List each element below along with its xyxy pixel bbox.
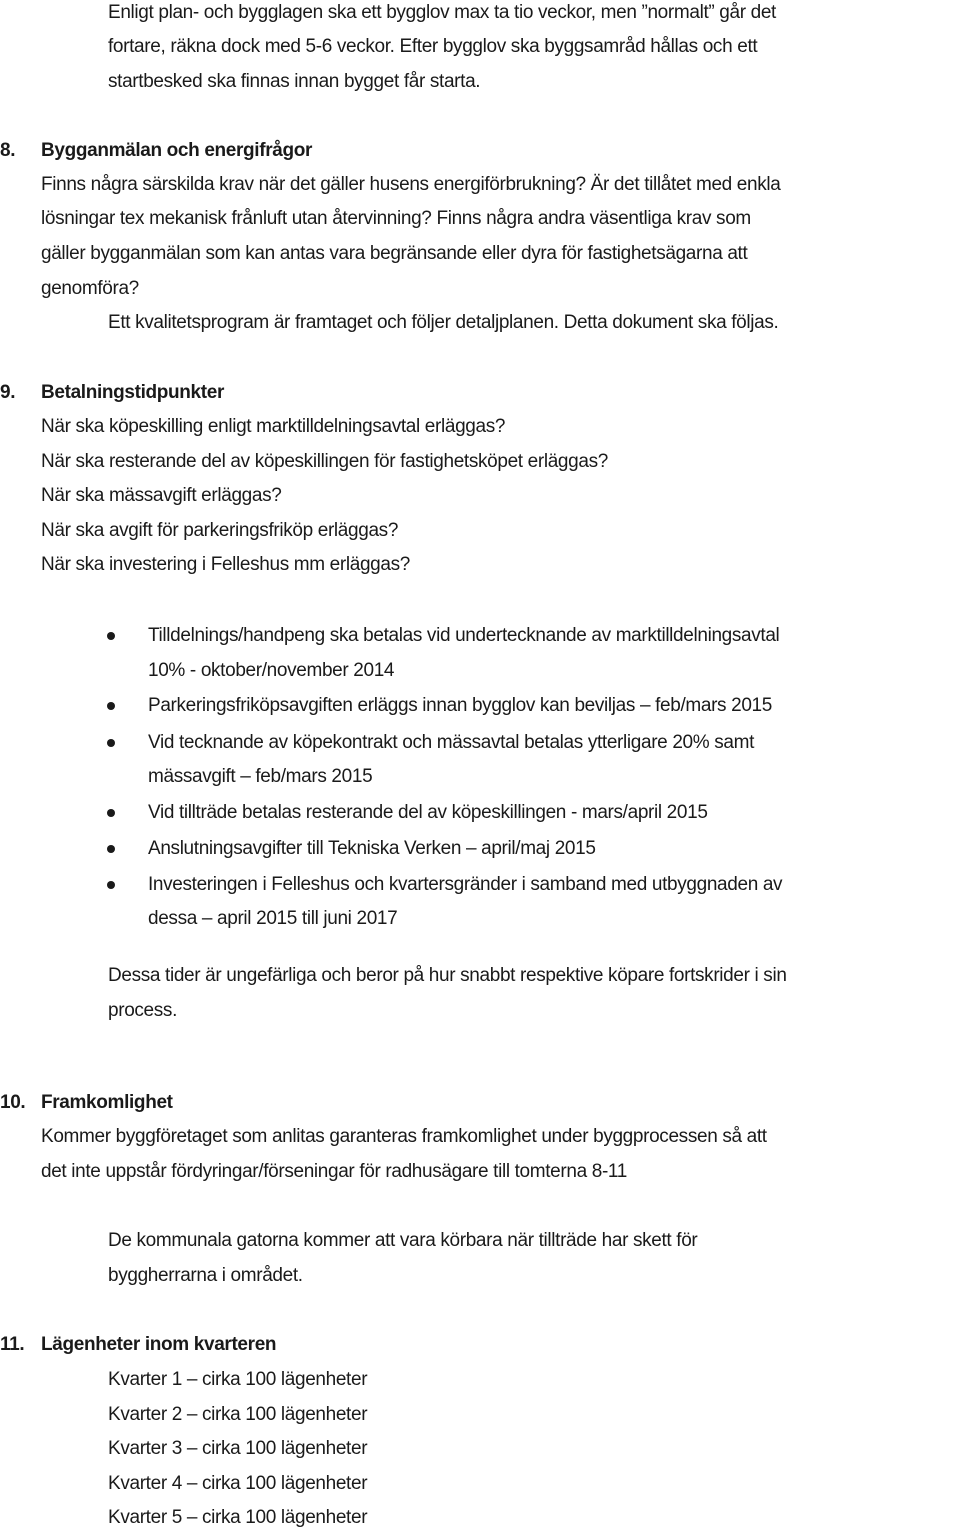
section-8-answer: Ett kvalitetsprogram är framtaget och följer detaljplanen. Detta dokument ska följas. [108, 312, 779, 333]
section-9-note-line-2: process. [108, 1000, 178, 1021]
intro-line-2: fortare, räkna dock med 5-6 veckor. Efter bygglov ska byggsamråd hållas och ett [108, 36, 758, 57]
section-10-answer-line-2: byggherrarna i området. [108, 1265, 303, 1286]
bullet-icon [107, 632, 115, 640]
section-8-line-4: genomföra? [41, 278, 139, 299]
section-8-line-2: lösningar tex mekanisk frånluft utan återvinning? Finns några andra väsentliga krav som [41, 208, 751, 229]
payment-item-6-line-2: dessa – april 2015 till juni 2017 [148, 908, 398, 929]
kvarter-item: Kvarter 5 – cirka 100 lägenheter [108, 1507, 368, 1528]
kvarter-item: Kvarter 1 – cirka 100 lägenheter [108, 1369, 368, 1390]
payment-item-4: Vid tillträde betalas resterande del av köpeskillingen - mars/april 2015 [148, 802, 708, 823]
section-8-line-3: gäller bygganmälan som kan antas vara begränsande eller dyra för fastighetsägarna att [41, 243, 748, 264]
payment-item-2: Parkeringsfriköpsavgiften erläggs innan bygglov kan beviljas – feb/mars 2015 [148, 695, 772, 716]
kvarter-item: Kvarter 2 – cirka 100 lägenheter [108, 1404, 368, 1425]
section-9-note-line-1: Dessa tider är ungefärliga och beror på hur snabbt respektive köpare fortskrider i sin [108, 965, 787, 986]
payment-item-5: Anslutningsavgifter till Tekniska Verken – april/maj 2015 [148, 838, 596, 859]
section-10-line-2: det inte uppstår fördyringar/förseningar för radhusägare till tomterna 8-11 [41, 1161, 627, 1182]
payment-item-1-line-1: Tilldelnings/handpeng ska betalas vid undertecknande av marktilldelningsavtal [148, 625, 780, 646]
section-10-number: 10. [0, 1092, 26, 1113]
section-8-heading: Bygganmälan och energifrågor [41, 140, 313, 161]
kvarter-item: Kvarter 4 – cirka 100 lägenheter [108, 1473, 368, 1494]
intro-line-1: Enligt plan- och bygglagen ska ett bygglov max ta tio veckor, men ”normalt” går det [108, 2, 776, 23]
section-11-heading: Lägenheter inom kvarteren [41, 1334, 277, 1355]
section-9-question-5: När ska investering i Felleshus mm erläggas? [41, 554, 410, 575]
bullet-icon [107, 845, 115, 853]
section-9-question-3: När ska mässavgift erläggas? [41, 485, 282, 506]
intro-line-3: startbesked ska finnas innan bygget får starta. [108, 71, 481, 92]
bullet-icon [107, 881, 115, 889]
payment-item-3-line-1: Vid tecknande av köpekontrakt och mässavtal betalas ytterligare 20% samt [148, 732, 755, 753]
section-9-question-4: När ska avgift för parkeringsfriköp erläggas? [41, 520, 399, 541]
section-9-heading: Betalningstidpunkter [41, 382, 225, 403]
payment-item-3-line-2: mässavgift – feb/mars 2015 [148, 766, 373, 787]
payment-item-1-line-2: 10% - oktober/november 2014 [148, 660, 395, 681]
section-8-number: 8. [0, 140, 16, 161]
payment-item-6-line-1: Investeringen i Felleshus och kvartersgränder i samband med utbyggnaden av [148, 874, 783, 895]
bullet-icon [107, 809, 115, 817]
section-9-question-1: När ska köpeskilling enligt marktilldelningsavtal erläggas? [41, 416, 506, 437]
section-11-number: 11. [0, 1334, 25, 1355]
bullet-icon [107, 702, 115, 710]
kvarter-item: Kvarter 3 – cirka 100 lägenheter [108, 1438, 368, 1459]
section-10-heading: Framkomlighet [41, 1092, 173, 1113]
section-10-line-1: Kommer byggföretaget som anlitas garanteras framkomlighet under byggprocessen så att [41, 1126, 767, 1147]
section-10-answer-line-1: De kommunala gatorna kommer att vara körbara när tillträde har skett för [108, 1230, 698, 1251]
section-9-number: 9. [0, 382, 16, 403]
section-8-line-1: Finns några särskilda krav när det gäller husens energiförbrukning? Är det tillåtet med enkla [41, 174, 781, 195]
bullet-icon [107, 739, 115, 747]
section-9-question-2: När ska resterande del av köpeskillingen för fastighetsköpet erläggas? [41, 451, 608, 472]
